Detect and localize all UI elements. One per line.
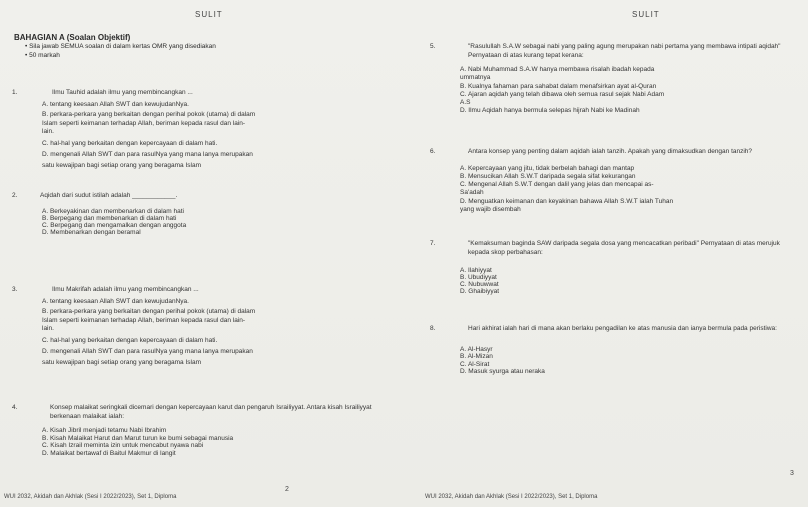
option-c-cont: Sa'adah (460, 189, 484, 197)
option-b: B. Berpegang dan membenarkan di dalam hati (42, 214, 177, 222)
option-b-cont: lain. (42, 325, 54, 332)
option-d: D. Ilmu Aqidah hanya bermula selepas hijrah Nabi ke Madinah (460, 107, 640, 115)
option-b-cont: lain. (42, 128, 54, 135)
question-text: Hari akhirat ialah hari di mana akan berlaku pengadilan ke atas manusia dan ianya bermula pada peristiwa: (468, 325, 777, 332)
option-d: D. mengenali Allah SWT dan para rasulNya yang mana lanya merupakan (42, 348, 253, 355)
option-a: A. Kisah Jibril menjadi tetamu Nabi Ibrahim (42, 427, 167, 434)
instruction-bullet-1: • Sila jawab SEMUA soalan di dalam kertas OMR yang disediakan (25, 43, 216, 50)
header-right: SULIT (632, 10, 660, 19)
option-a: A. tentang keesaan Allah SWT dan kewujudanNya. (42, 297, 189, 305)
instruction-bullet-2: • 50 markah (25, 52, 60, 59)
option-c: C. Mengenal Allah S.W.T dengan dalil yang jelas dan mencapai as- (460, 181, 654, 189)
option-b-cont: Islam seperti keimanan terhadap Allah, beriman kepada rasul dan lain- (42, 119, 246, 127)
footer-right: WUI 2032, Akidah dan Akhlak (Sesi I 2022/2023), Set 1, Diploma (425, 494, 598, 500)
option-b: B. perkara-perkara yang berkaitan dengan perihal pokok (utama) di dalam (42, 111, 256, 118)
option-b: B. Mensucikan Allah S.W.T daripada segala sifat kekurangan (460, 172, 636, 180)
option-b: B. perkara-perkara yang berkaitan dengan perihal pokok (utama) di dalam (42, 308, 256, 315)
option-d: D. Malaikat bertawaf di Baitul Makmur di langit (42, 449, 176, 457)
question-text: Ilmu Makrifah adalah ilmu yang membincangkan ... (52, 286, 199, 293)
instruction-text-1: Sila jawab SEMUA soalan di dalam kertas OMR yang disediakan (29, 43, 216, 50)
option-d: D. Ghaibiyyat (460, 288, 500, 295)
question-text: "Kemaksuman baginda SAW daripada segala dosa yang mencacatkan peribadi" Pernyataan di atas merujuk kepada skop perbahasan: (468, 240, 780, 256)
option-a: A. Kepercayaan yang jitu, tidak berbelah bahagi dan mantap (460, 164, 635, 172)
option-c: C. Ajaran aqidah yang telah dibawa oleh semua rasul sejak Nabi Adam (460, 90, 665, 98)
question-2 (12, 192, 382, 236)
question-number: 4. (12, 404, 18, 411)
question-number: 5. (430, 43, 436, 50)
option-c: C. hal-hal yang berkaitan dengan kepercayaan di dalam hati. (42, 139, 218, 147)
question-number: 7. (430, 240, 436, 247)
question-text: Antara konsep yang penting dalam aqidah ialah tanzih. Apakah yang dimaksudkan dengan tanzih? (468, 148, 753, 155)
question-3 (12, 286, 382, 367)
option-c: C. hal-hal yang berkaitan dengan kepercayaan di dalam hati. (42, 336, 218, 344)
question-1 (12, 89, 382, 170)
option-c: C. Nubuwwat (460, 281, 499, 288)
instruction-text-2: 50 markah (29, 52, 60, 59)
option-c: C. Al-Sirat (460, 360, 490, 368)
option-d: D. Membenarkan dengan beramal (42, 228, 141, 236)
option-b: B. Kisah Malaikat Harut dan Marut turun ke bumi sebagai manusia (42, 434, 234, 442)
question-8 (430, 325, 800, 376)
option-d-cont: satu kewajipan bagi setiap orang yang beragama Islam (42, 161, 201, 169)
option-b: B. Ubudiyyat (460, 274, 497, 281)
option-b: B. Kualnya fahaman para sahabat dalam menafsirkan ayat al-Quran (460, 82, 657, 90)
section-title: BAHAGIAN A (Soalan Objektif) (14, 33, 131, 42)
question-7 (430, 240, 800, 295)
question-text: Ilmu Tauhid adalah ilmu yang membincangkan ... (52, 89, 193, 96)
question-5 (430, 43, 800, 116)
option-a: A. Ilahiyyat (460, 267, 492, 274)
question-number: 2. (12, 192, 18, 199)
option-a: A. Berkeyakinan dan membenarkan di dalam hati (42, 207, 184, 215)
option-a-cont: ummatnya (460, 74, 491, 82)
option-a: A. Nabi Muhammad S.A.W hanya membawa risalah ibadah kepada (460, 66, 655, 73)
option-b-cont: Islam seperti keimanan terhadap Allah, beriman kepada rasul dan lain- (42, 316, 246, 324)
question-text: Konsep malaikat seringkali dicemari dengan kepercayaan karut dan pengaruh Israiliyyat. Antara kisah Israiliyyat berkenaan malaikat ialah: (50, 404, 372, 420)
option-c: C. Kisah Izrail meminta izin untuk mencabut nyawa nabi (42, 442, 204, 449)
page-number-left: 2 (285, 486, 289, 493)
option-c-cont: A.S (460, 99, 471, 107)
option-c: C. Berpegang dan mengamalkan dengan anggota (42, 221, 187, 229)
question-number: 8. (430, 325, 436, 332)
option-a: A. tentang keesaan Allah SWT dan kewujudanNya. (42, 100, 189, 108)
question-text: "Rasulullah S.A.W sebagai nabi yang paling agung merupakan nabi pertama yang membawa intipati aqidah" Pernyataan di atas kurang tepat kerana: (468, 43, 781, 59)
option-d: D. mengenali Allah SWT dan para rasulNya yang mana lanya merupakan (42, 151, 253, 158)
page-number-right: 3 (790, 470, 794, 477)
option-d: D. Menguatkan keimanan dan keyakinan bahawa Allah S.W.T ialah Tuhan (460, 197, 674, 205)
option-d-cont: satu kewajipan bagi setiap orang yang beragama Islam (42, 358, 201, 366)
question-4 (12, 404, 372, 457)
option-b: B. Al-Mizan (460, 353, 493, 360)
footer-left: WUI 2032, Akidah dan Akhlak (Sesi I 2022/2023), Set 1, Diploma (4, 494, 177, 500)
question-number: 1. (12, 89, 18, 96)
question-6 (430, 148, 800, 214)
option-a: A. Al-Hasyr (460, 345, 493, 353)
question-number: 6. (430, 148, 436, 155)
question-text: Aqidah dari sudut istilah adalah ____________. (40, 192, 178, 199)
header-left: SULIT (195, 10, 223, 19)
question-number: 3. (12, 286, 18, 293)
option-d-cont: yang wajib disembah (460, 205, 521, 213)
option-d: D. Masuk syurga atau neraka (460, 368, 545, 375)
